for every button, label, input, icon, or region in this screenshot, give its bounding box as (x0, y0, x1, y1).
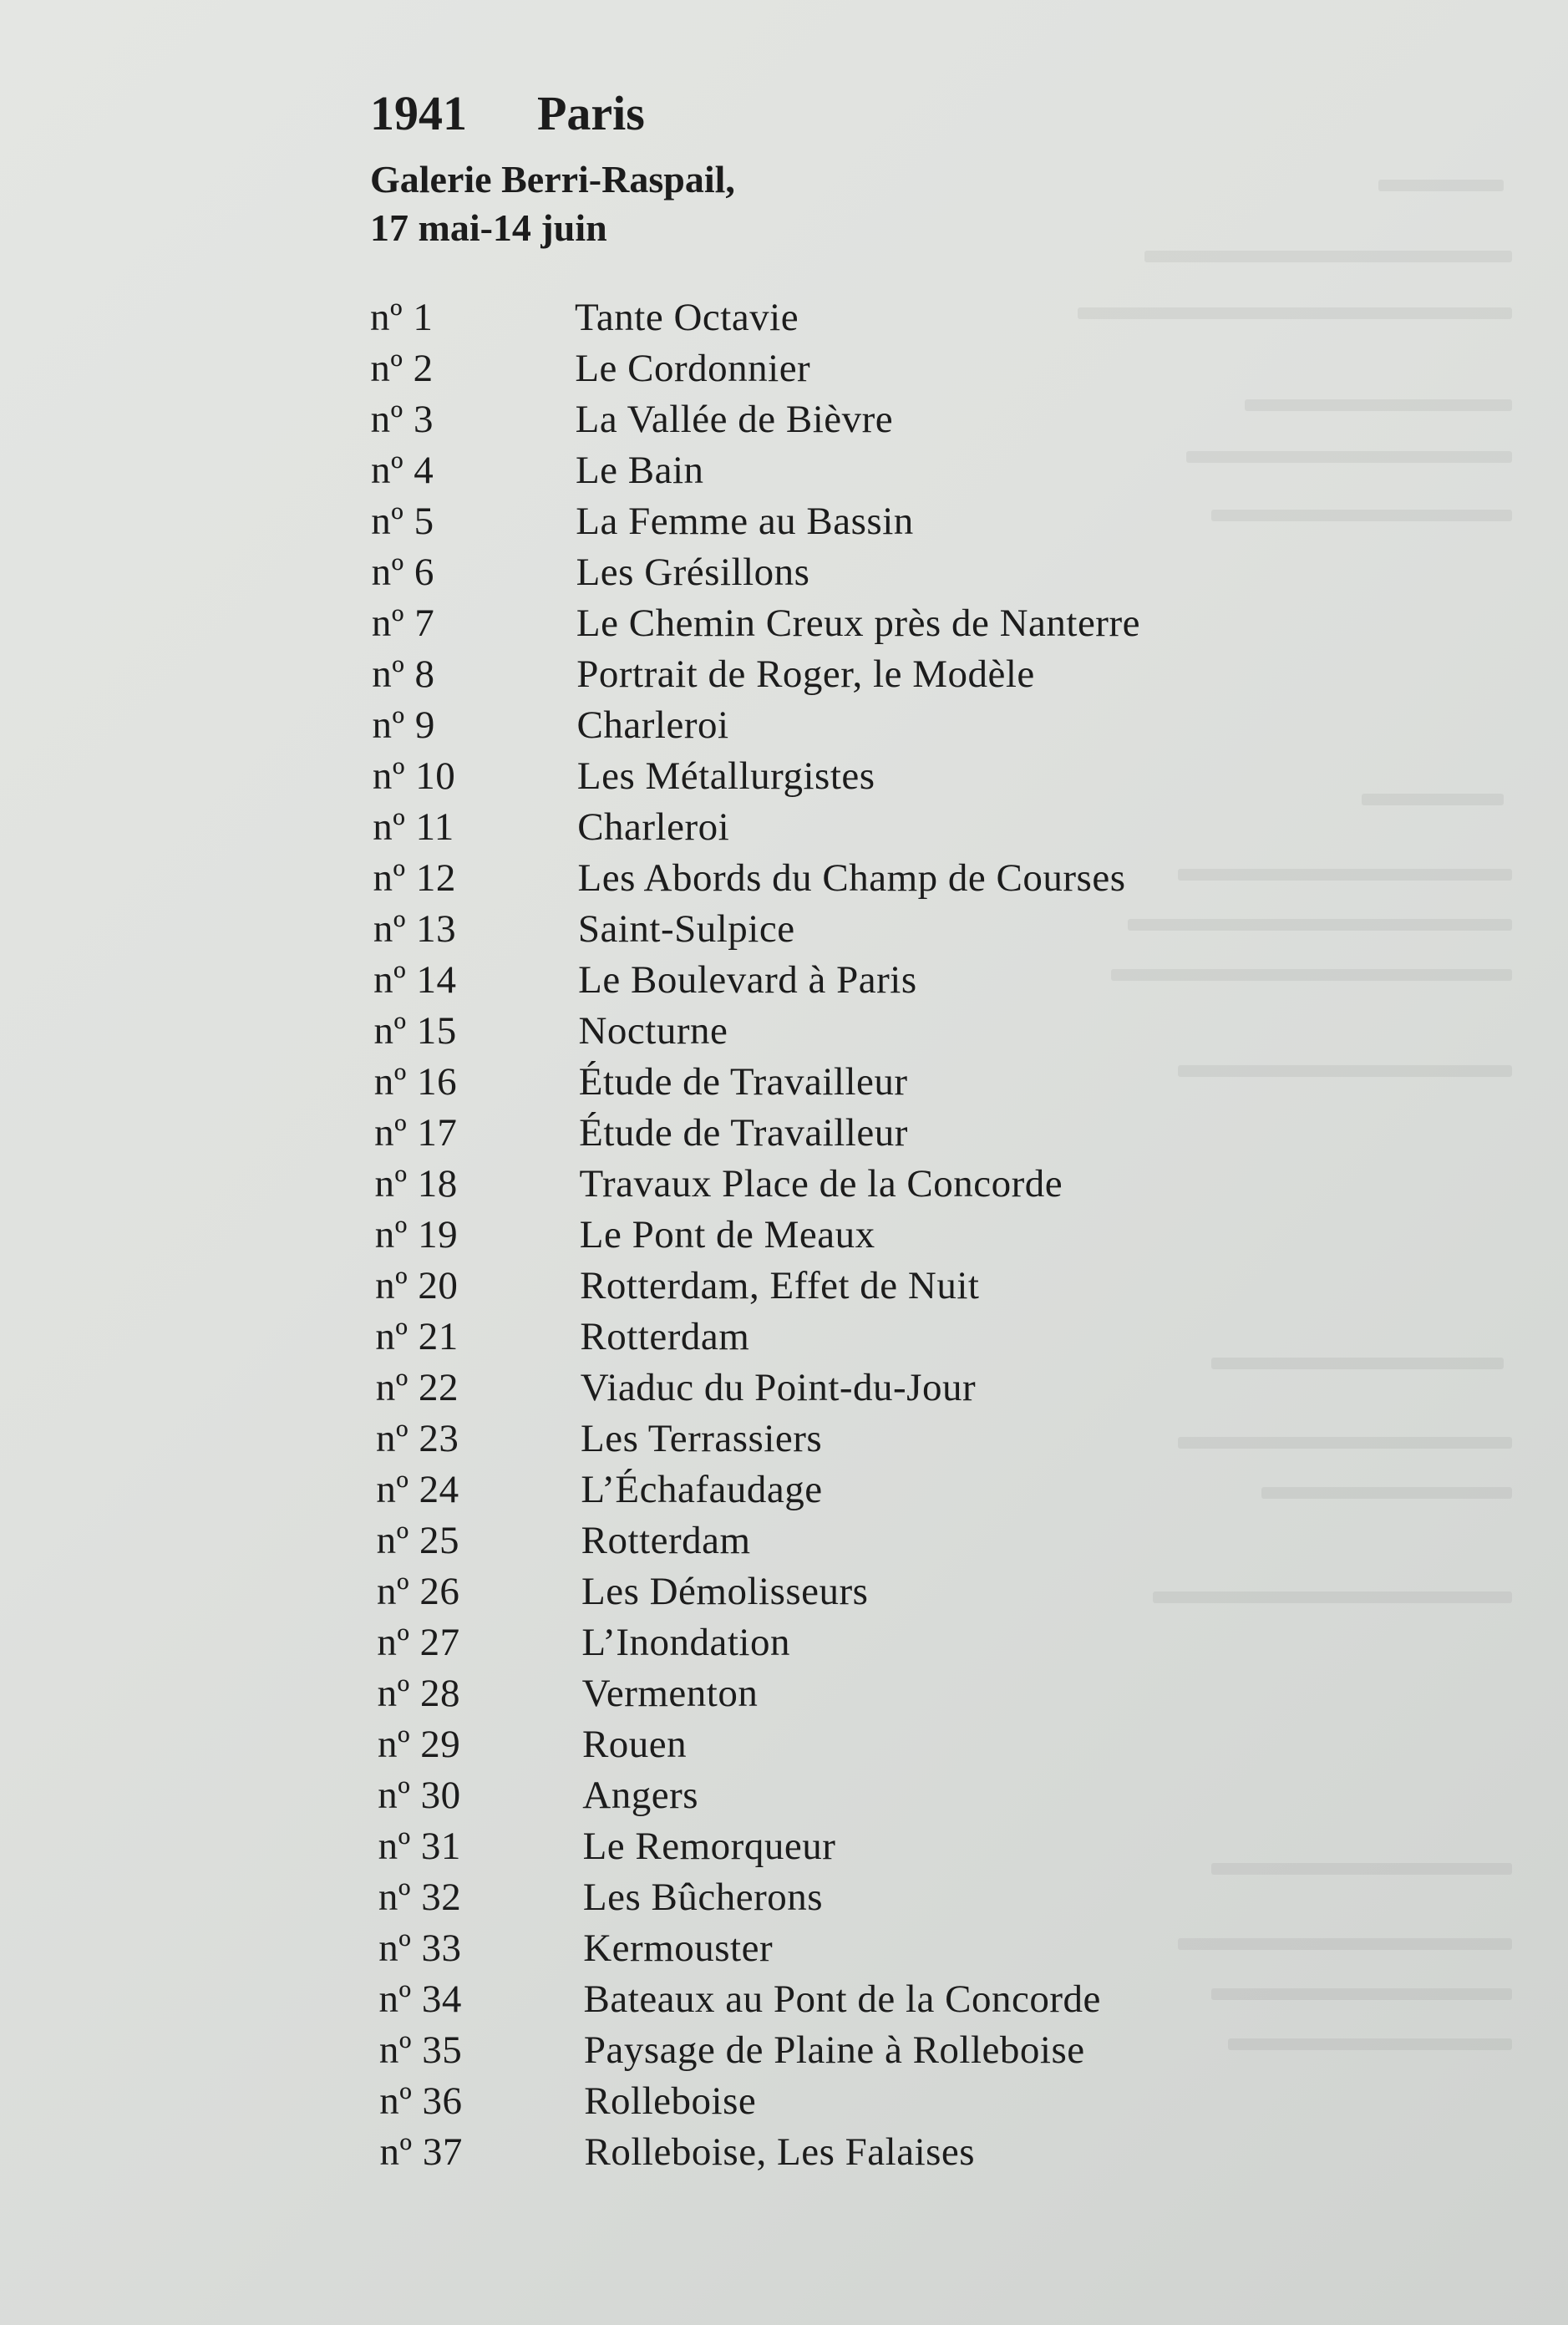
entry-number: nº 32 (378, 1876, 462, 1919)
entry-number: nº 20 (375, 1264, 459, 1307)
catalogue-entry (373, 700, 1439, 751)
entry-title: Le Chemin Creux près de Nanterre (576, 602, 1140, 645)
entry-number: nº 37 (379, 2130, 463, 2174)
catalogue-entry (373, 853, 1439, 904)
exhibition-venue-block (370, 155, 1439, 252)
entry-title: Les Métallurgistes (576, 754, 875, 798)
entry-title: Charleroi (577, 805, 730, 849)
catalogue-entry (377, 1515, 1439, 1566)
exhibition-city: Paris (537, 86, 645, 140)
entry-number: nº 11 (373, 805, 454, 849)
entry-title: Travaux Place de la Concorde (579, 1162, 1063, 1206)
entry-title: Les Démolisseurs (581, 1570, 869, 1613)
exhibition-year: 1941 (370, 86, 467, 140)
entry-title: Les Bûcherons (582, 1876, 824, 1919)
entry-title: Rotterdam (581, 1519, 751, 1562)
entry-number: nº 33 (378, 1927, 462, 1970)
catalogue-entry (374, 1057, 1439, 1108)
entry-title: L’Échafaudage (581, 1468, 823, 1511)
entry-number: nº 30 (378, 1774, 461, 1817)
entry-number: nº 12 (373, 856, 456, 900)
entry-title: L’Inondation (581, 1621, 790, 1664)
exhibition-page (370, 84, 1439, 2178)
entry-number: nº 16 (373, 1060, 458, 1104)
entry-title: Rouen (581, 1723, 688, 1766)
entry-number: nº 25 (376, 1519, 459, 1562)
entry-number: nº 31 (378, 1825, 461, 1868)
entry-title: Le Boulevard à Paris (578, 958, 917, 1002)
entry-number: nº 2 (370, 347, 434, 390)
entry-title: La Vallée de Bièvre (575, 398, 894, 441)
entry-title: Rotterdam (580, 1315, 750, 1358)
entry-number: nº 18 (374, 1162, 458, 1206)
entry-number: nº 34 (378, 1977, 462, 2021)
entry-number: nº 21 (375, 1315, 459, 1358)
catalogue-entry (372, 547, 1439, 598)
entry-number: nº 10 (372, 754, 456, 798)
exhibition-venue: Galerie Berri-Raspail, (370, 158, 735, 201)
entry-title: Kermouster (583, 1927, 774, 1970)
catalogue-entry (378, 1770, 1439, 1821)
catalogue-entry (373, 751, 1439, 802)
entry-title: Rolleboise, Les Falaises (584, 2130, 976, 2174)
catalogue-entry (378, 1719, 1439, 1770)
entry-number: nº 14 (373, 958, 457, 1002)
entry-title: La Femme au Bassin (576, 500, 914, 543)
entry-title: Angers (582, 1774, 699, 1817)
entry-title: Rotterdam, Effet de Nuit (580, 1264, 980, 1307)
entry-number: nº 6 (371, 551, 434, 594)
entry-title: Étude de Travailleur (579, 1111, 908, 1155)
catalogue-entry (378, 1923, 1439, 1974)
catalogue-entry (371, 496, 1439, 547)
catalogue-entry (376, 1414, 1439, 1465)
entry-number: nº 35 (378, 2028, 463, 2072)
catalogue-entry (377, 1617, 1439, 1668)
entry-number: nº 9 (372, 703, 435, 747)
catalogue-entry (379, 1974, 1439, 2025)
entry-number: nº 28 (377, 1672, 460, 1715)
catalogue-entry (373, 955, 1439, 1006)
catalogue-entry (373, 904, 1439, 955)
entry-number: nº 22 (375, 1366, 459, 1409)
entry-title: Charleroi (576, 703, 729, 747)
entry-title: Les Abords du Champ de Courses (577, 856, 1126, 900)
catalogue-entry (371, 394, 1439, 445)
entry-title: Rolleboise (584, 2079, 757, 2123)
catalogue-entry (379, 2025, 1439, 2076)
entry-title: Les Terrassiers (581, 1417, 823, 1460)
entry-number: nº 19 (374, 1213, 459, 1256)
catalogue-entry (373, 802, 1439, 853)
entry-number: nº 7 (371, 602, 435, 645)
catalogue-entry (378, 1668, 1439, 1719)
entry-number: nº 23 (376, 1417, 459, 1460)
catalogue-entry (376, 1363, 1439, 1414)
entry-number: nº 27 (377, 1621, 460, 1664)
catalogue-entry (377, 1566, 1439, 1617)
entry-title: Le Bain (575, 449, 704, 492)
catalogue-entry (370, 343, 1439, 394)
catalogue-entry (380, 2127, 1439, 2178)
catalogue-entry (376, 1465, 1439, 1515)
catalogue-entry (375, 1210, 1439, 1261)
entry-number: nº 5 (371, 500, 434, 543)
catalogue-entry (372, 649, 1439, 700)
entry-number: nº 3 (370, 398, 434, 441)
catalogue-list (370, 292, 1439, 2178)
entry-title: Paysage de Plaine à Rolleboise (583, 2028, 1085, 2072)
entry-number: nº 24 (376, 1468, 459, 1511)
catalogue-entry (378, 1821, 1439, 1872)
entry-title: Étude de Travailleur (578, 1060, 908, 1104)
entry-title: Portrait de Roger, le Modèle (576, 652, 1035, 696)
entry-title: Vermenton (581, 1672, 759, 1715)
entry-title: Le Remorqueur (582, 1825, 836, 1868)
entry-number: nº 4 (370, 449, 434, 492)
entry-title: Bateaux au Pont de la Concorde (583, 1977, 1101, 2021)
catalogue-entry (375, 1312, 1439, 1363)
catalogue-entry (379, 2076, 1439, 2127)
catalogue-entry (374, 1108, 1439, 1159)
exhibition-dates: 17 mai-14 juin (370, 206, 607, 249)
entry-number: nº 15 (373, 1009, 457, 1053)
catalogue-entry (370, 292, 1439, 343)
entry-title: Le Pont de Meaux (579, 1213, 875, 1256)
catalogue-entry (375, 1261, 1439, 1312)
entry-number: nº 36 (379, 2079, 463, 2123)
exhibition-heading (370, 84, 1439, 144)
catalogue-entry (374, 1159, 1439, 1210)
entry-number: nº 29 (377, 1723, 461, 1766)
catalogue-entry (371, 445, 1439, 496)
entry-number: nº 17 (374, 1111, 458, 1155)
entry-title: Viaduc du Point-du-Jour (580, 1366, 977, 1409)
entry-number: nº 26 (377, 1570, 460, 1613)
catalogue-entry (372, 598, 1439, 649)
entry-number: nº 1 (370, 296, 434, 339)
catalogue-entry (373, 1006, 1439, 1057)
entry-title: Nocturne (578, 1009, 728, 1053)
entry-title: Tante Octavie (575, 296, 799, 339)
entry-title: Les Grésillons (576, 551, 810, 594)
entry-title: Saint-Sulpice (577, 907, 795, 951)
entry-number: nº 13 (373, 907, 457, 951)
catalogue-entry (378, 1872, 1439, 1923)
entry-title: Le Cordonnier (575, 347, 811, 390)
entry-number: nº 8 (372, 652, 435, 696)
